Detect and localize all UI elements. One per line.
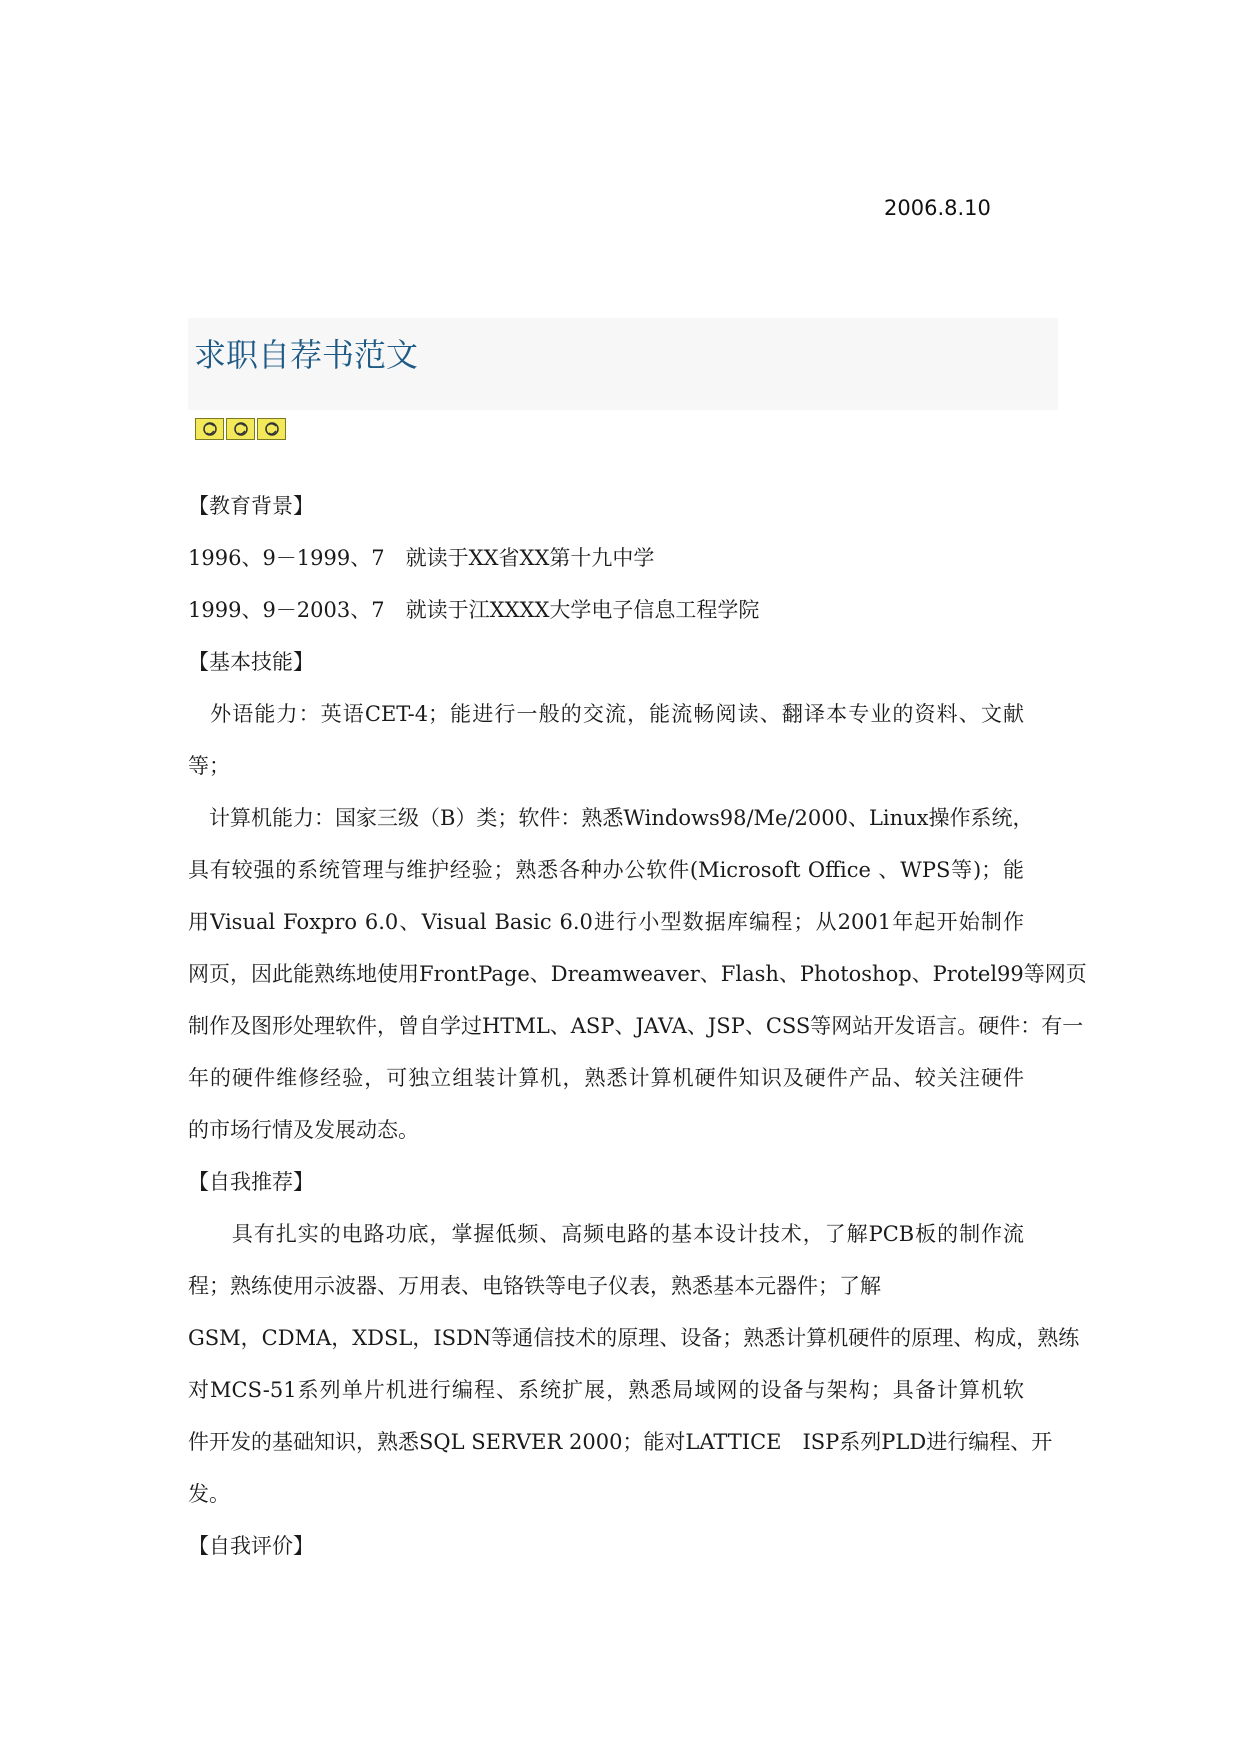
- flower-icon: [257, 418, 286, 440]
- body-line: 计算机能力：国家三级（B）类；软件：熟悉Windows98/Me/2000、Linux操作系统，: [188, 806, 1034, 830]
- decorative-icon-row: [195, 418, 286, 440]
- document-date: 2006.8.10: [884, 196, 991, 220]
- body-line: 网页，因此能熟练地使用FrontPage、Dreamweaver、Flash、Photoshop、Protel99等网页: [188, 962, 1087, 986]
- body-line: 发。: [188, 1482, 230, 1506]
- flower-icon: [195, 418, 224, 440]
- body-line: 的市场行情及发展动态。: [188, 1118, 419, 1142]
- body-line: 程；熟练使用示波器、万用表、电铬铁等电子仪表，熟悉基本元器件；了解: [188, 1274, 881, 1298]
- body-line: 外语能力：英语CET-4；能进行一般的交流，能流畅阅读、翻译本专业的资料、文献: [188, 702, 1024, 726]
- page-title: 求职自荐书范文: [194, 336, 419, 374]
- body-line: 具有扎实的电路功底，掌握低频、高频电路的基本设计技术，了解PCB板的制作流: [188, 1222, 1024, 1246]
- body-line: 制作及图形处理软件，曾自学过HTML、ASP、JAVA、JSP、CSS等网站开发语言。硬件：有一: [188, 1014, 1084, 1038]
- section-heading-self-recommendation: 【自我推荐】: [188, 1170, 314, 1194]
- flower-icon: [226, 418, 255, 440]
- education-entry: 1999、9－2003、7 就读于江XXXX大学电子信息工程学院: [188, 598, 760, 622]
- body-line: 件开发的基础知识，熟悉SQL SERVER 2000；能对LATTICE ISP系列PLD进行编程、开: [188, 1430, 1053, 1454]
- body-line: 年的硬件维修经验，可独立组装计算机，熟悉计算机硬件知识及硬件产品、较关注硬件: [188, 1066, 1024, 1090]
- section-heading-skills: 【基本技能】: [188, 650, 314, 674]
- title-banner: [188, 318, 1058, 410]
- document-body: [188, 480, 1087, 1572]
- body-line: 用Visual Foxpro 6.0、Visual Basic 6.0进行小型数据库编程；从2001年起开始制作: [188, 910, 1024, 934]
- section-heading-education: 【教育背景】: [188, 494, 314, 518]
- body-line: 对MCS-51系列单片机进行编程、系统扩展，熟悉局域网的设备与架构；具备计算机软: [188, 1378, 1024, 1402]
- body-line: GSM，CDMA，XDSL，ISDN等通信技术的原理、设备；熟悉计算机硬件的原理、构成，熟练: [188, 1326, 1080, 1350]
- body-line: 等；: [188, 754, 230, 778]
- section-heading-self-evaluation: 【自我评价】: [188, 1534, 314, 1558]
- body-line: 具有较强的系统管理与维护经验；熟悉各种办公软件(Microsoft Office 、WPS等)；能: [188, 858, 1024, 882]
- education-entry: 1996、9－1999、7 就读于XX省XX第十九中学: [188, 546, 655, 570]
